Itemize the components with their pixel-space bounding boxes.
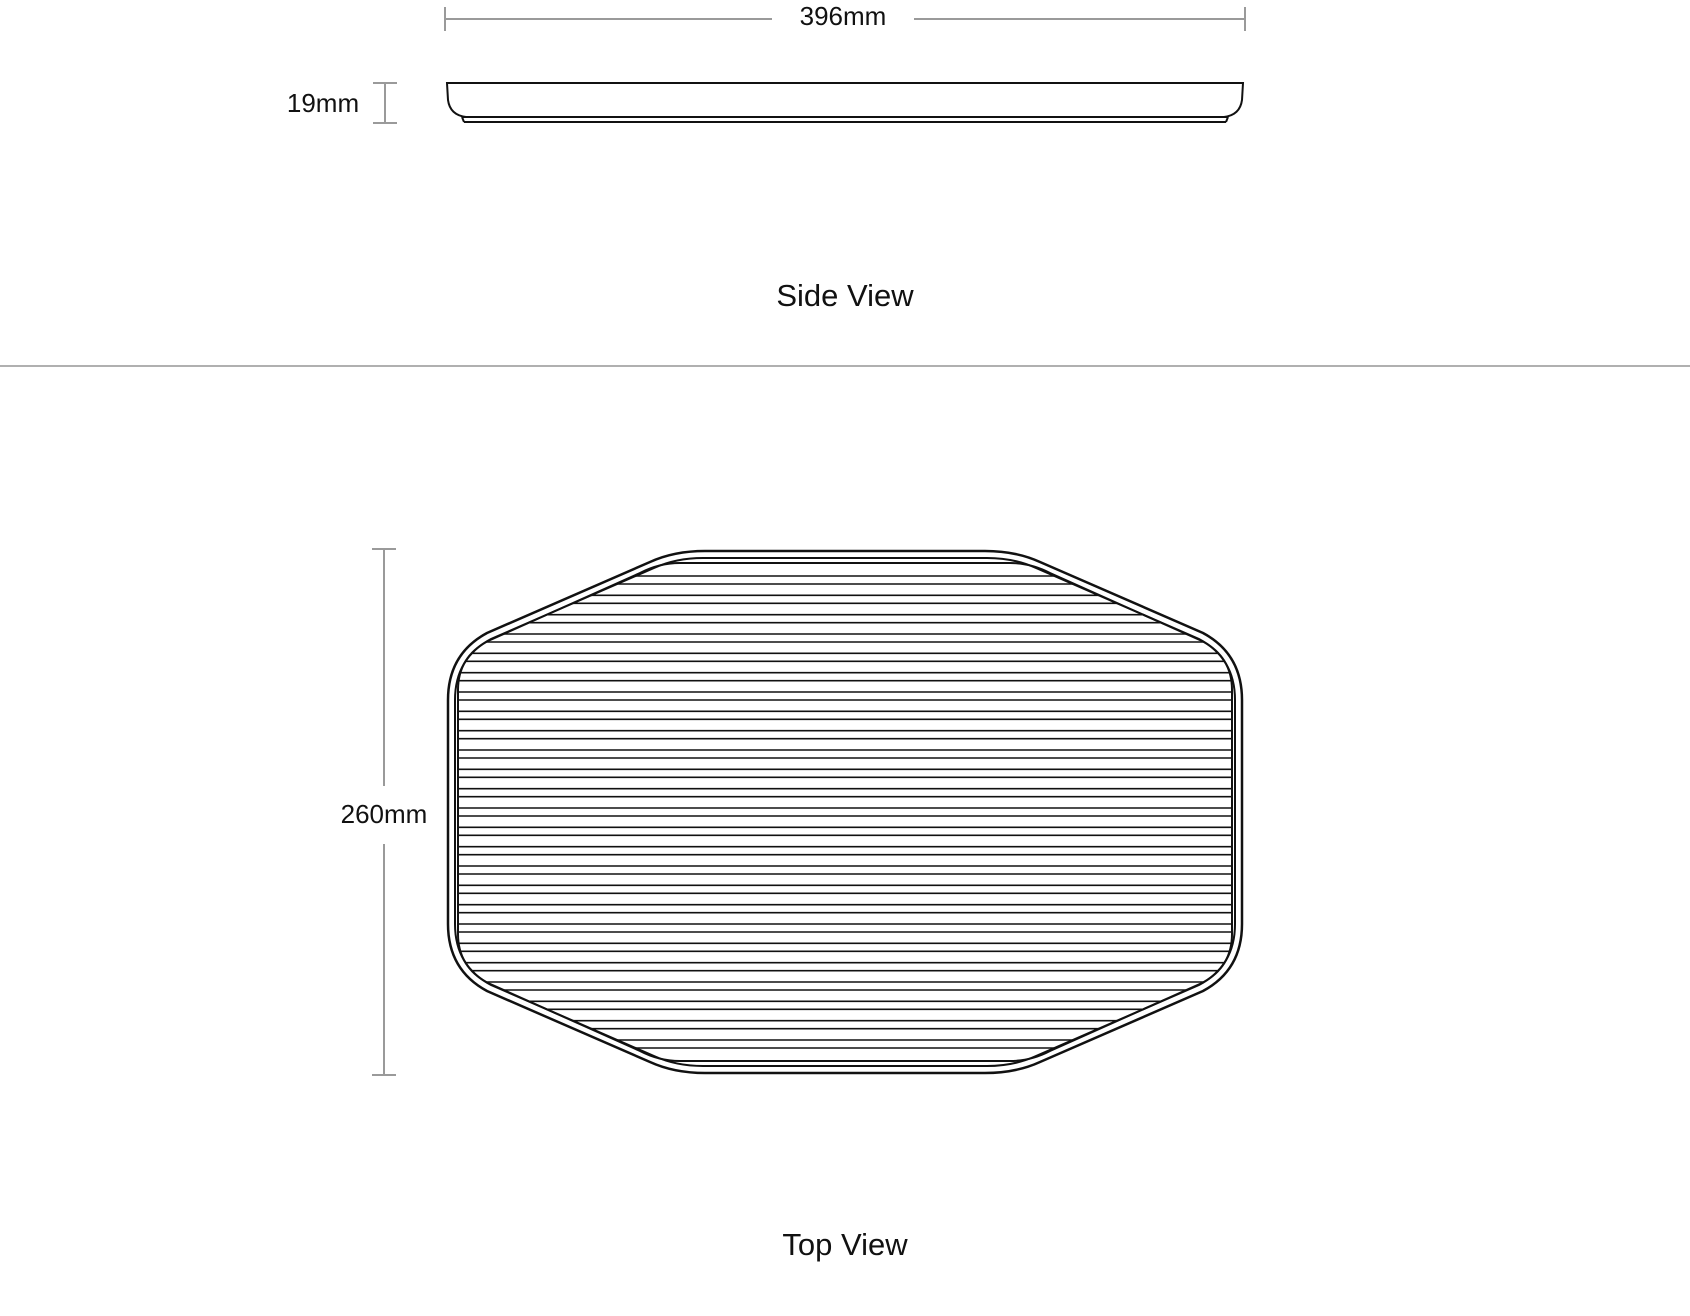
tray-inner-outline xyxy=(458,563,1232,1061)
width-dimension-label: 396mm xyxy=(799,1,887,31)
tray-side-profile xyxy=(447,83,1243,122)
top-view xyxy=(341,549,1250,1262)
tray-ribs xyxy=(440,576,1250,1048)
side-view xyxy=(287,1,1245,313)
side-view-label: Side View xyxy=(776,278,914,313)
top-height-dimension-label: 260mm xyxy=(340,799,428,829)
side-height-dimension-label: 19mm xyxy=(286,88,360,118)
side-height-dimension xyxy=(373,83,397,123)
top-view-label: Top View xyxy=(782,1227,908,1262)
tray-outer-outline xyxy=(448,551,1242,1073)
